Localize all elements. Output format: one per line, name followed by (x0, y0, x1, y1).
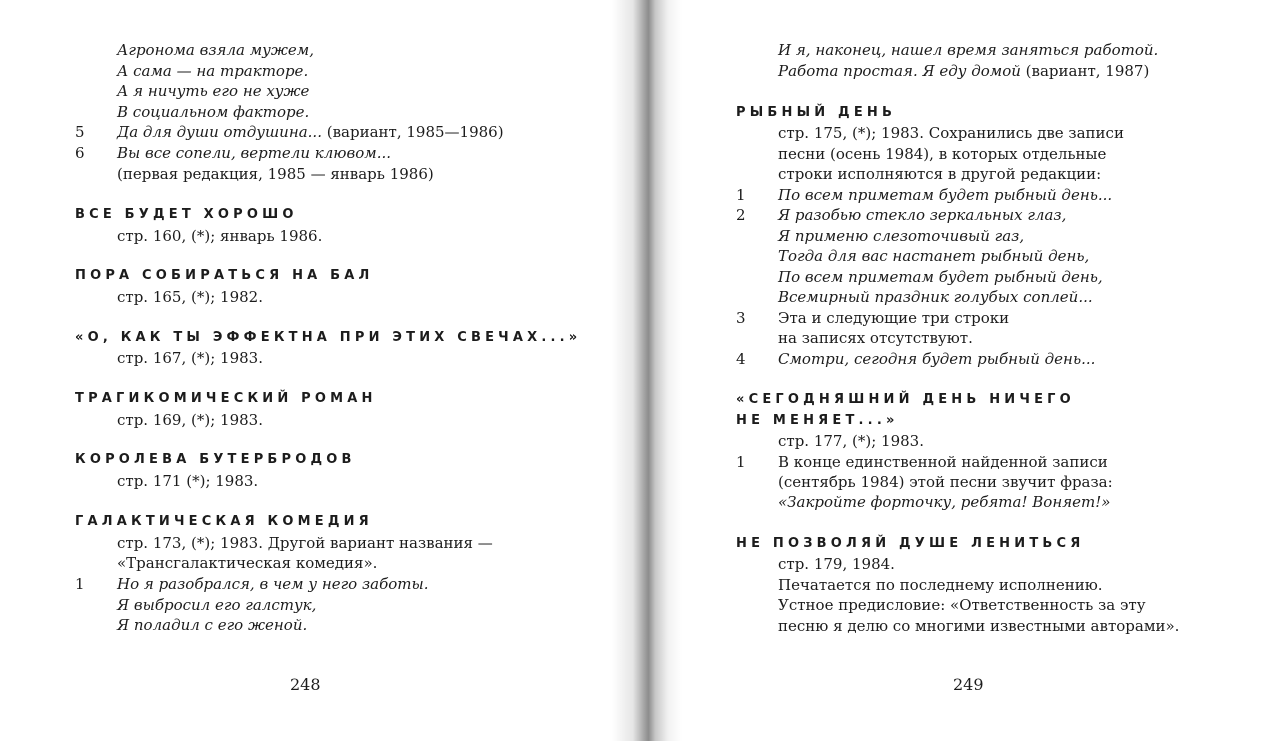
verse-line: А я ничуть его не хуже (117, 82, 310, 100)
section-title: НЕ МЕНЯЕТ...» (736, 413, 899, 428)
note-line (117, 122, 504, 142)
note-line: В конце единственной найденной записи (778, 453, 1108, 471)
note-number: 3 (736, 309, 746, 327)
section-ref: стр. 167, (*); 1983. (117, 349, 263, 367)
variant-suffix: (вариант, 1985—1986) (321, 123, 504, 141)
note-line: Смотри, сегодня будет рыбный день... (778, 350, 1096, 368)
note-number: 1 (736, 453, 746, 471)
note-line: Я применю слезоточивый газ, (778, 227, 1025, 245)
note-line: «Закройте форточку, ребята! Воняет!» (778, 493, 1111, 511)
note-line: Но я разобрался, в чем у него заботы. (117, 575, 429, 593)
note-line: Я выбросил его галстук, (117, 596, 317, 614)
section-ref: строки исполняются в другой редакции: (778, 165, 1102, 183)
variant-text: Да для души отдушина... (117, 123, 322, 141)
section-ref: стр. 171 (*); 1983. (117, 472, 259, 490)
note-number: 5 (75, 123, 85, 141)
section-ref: Печатается по последнему исполнению. (778, 576, 1103, 594)
book-gutter-shadow (612, 0, 682, 741)
section-ref: стр. 177, (*); 1983. (778, 432, 924, 450)
note-number: 1 (736, 186, 746, 204)
note-number: 1 (75, 575, 85, 593)
verse-line: И я, наконец, нашел время заняться работой. (778, 41, 1159, 59)
section-ref: стр. 175, (*); 1983. Сохранились две записи (778, 124, 1124, 142)
section-ref: стр. 169, (*); 1983. (117, 411, 263, 429)
note-line: По всем приметам будет рыбный день, (778, 268, 1103, 286)
section-ref: песню я делю со многими известными авторами». (778, 617, 1180, 635)
note-line: Всемирный праздник голубых соплей... (778, 288, 1093, 306)
note-line: По всем приметам будет рыбный день... (778, 186, 1113, 204)
verse-line: В социальном факторе. (117, 103, 310, 121)
note-line: на записях отсутствуют. (778, 329, 973, 347)
note-line: Я поладил с его женой. (117, 616, 308, 634)
section-title: ГАЛАКТИЧЕСКАЯ КОМЕДИЯ (75, 514, 373, 529)
verse-line: А сама — на тракторе. (117, 62, 309, 80)
section-ref: стр. 173, (*); 1983. Другой вариант названия — (117, 534, 493, 552)
section-ref: Устное предисловие: «Ответственность за эту (778, 596, 1146, 614)
verse-line: Агрономa взяла мужем, (117, 41, 315, 59)
note-line: Эта и следующие три строки (778, 309, 1010, 327)
variant-suffix: (вариант, 1987) (1020, 62, 1150, 80)
right-page (640, 0, 1280, 741)
note-number: 6 (75, 144, 85, 162)
note-line: (первая редакция, 1985 — январь 1986) (117, 165, 434, 183)
page-number: 248 (290, 675, 321, 694)
section-ref: стр. 179, 1984. (778, 555, 895, 573)
section-ref: песни (осень 1984), в которых отдельные (778, 145, 1107, 163)
section-title: РЫБНЫЙ ДЕНЬ (736, 105, 897, 120)
section-title: «О, КАК ТЫ ЭФФЕКТНА ПРИ ЭТИХ СВЕЧАХ...» (75, 330, 582, 345)
note-number: 2 (736, 206, 746, 224)
section-title: КОРОЛЕВА БУТЕРБРОДОВ (75, 452, 356, 467)
section-ref: стр. 160, (*); январь 1986. (117, 227, 323, 245)
section-title: НЕ ПОЗВОЛЯЙ ДУШЕ ЛЕНИТЬСЯ (736, 536, 1085, 551)
section-ref: «Трансгалактическая комедия». (117, 554, 378, 572)
section-title: ПОРА СОБИРАТЬСЯ НА БАЛ (75, 268, 374, 283)
verse-line (778, 61, 1149, 81)
note-line: Тогда для вас настанет рыбный день, (778, 247, 1090, 265)
note-line: (сентябрь 1984) этой песни звучит фраза: (778, 473, 1113, 491)
section-title: ВСЕ БУДЕТ ХОРОШО (75, 207, 298, 222)
note-number: 4 (736, 350, 746, 368)
section-title: «СЕГОДНЯШНИЙ ДЕНЬ НИЧЕГО (736, 392, 1075, 407)
variant-text: Работа простая. Я еду домой (778, 62, 1021, 80)
page-number: 249 (953, 675, 984, 694)
note-line: Вы все сопели, вертели клювом... (117, 144, 392, 162)
section-title: ТРАГИКОМИЧЕСКИЙ РОМАН (75, 391, 377, 406)
note-line: Я разобью стекло зеркальных глаз, (778, 206, 1067, 224)
section-ref: стр. 165, (*); 1982. (117, 288, 263, 306)
